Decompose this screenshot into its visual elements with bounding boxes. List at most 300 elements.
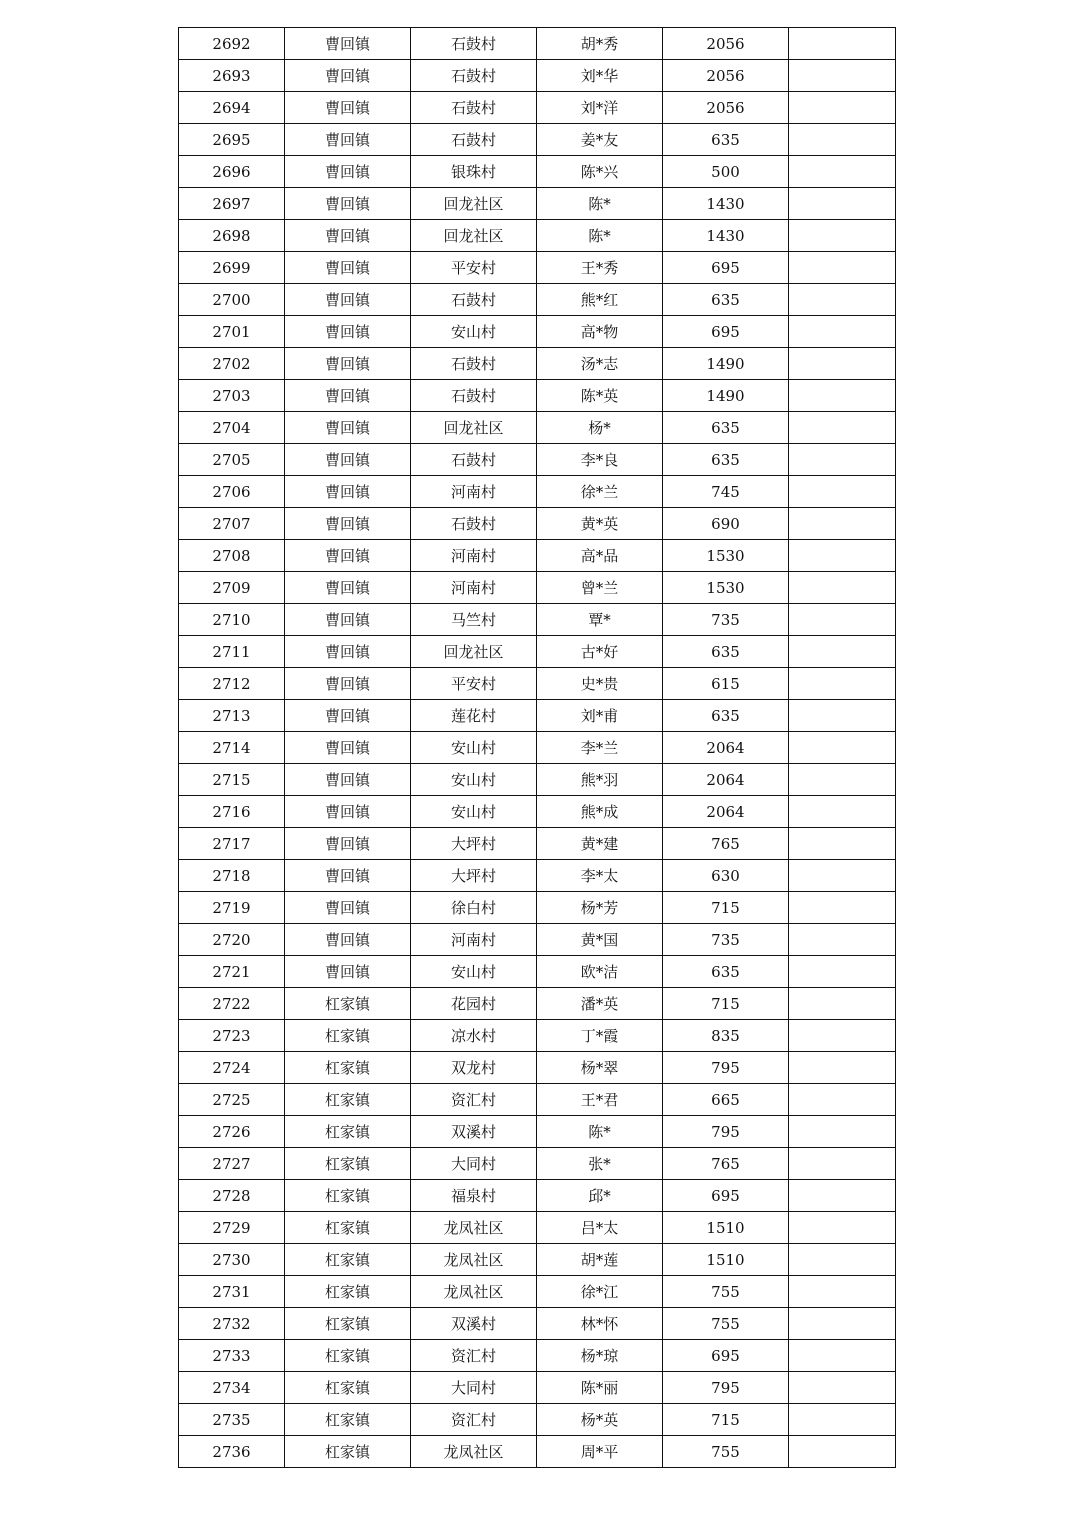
note-cell xyxy=(789,508,896,540)
table-row xyxy=(179,860,896,892)
village-cell: 石鼓村 xyxy=(411,60,537,92)
town-cell: 曹回镇 xyxy=(285,124,411,156)
person-name-cell: 丁*霞 xyxy=(537,1020,663,1052)
roster-table-body xyxy=(179,28,896,1468)
note-cell xyxy=(789,476,896,508)
row-number-cell: 2702 xyxy=(179,348,285,380)
person-name-cell: 刘*华 xyxy=(537,60,663,92)
amount-cell: 715 xyxy=(663,988,789,1020)
town-cell: 曹回镇 xyxy=(285,476,411,508)
village-cell: 福泉村 xyxy=(411,1180,537,1212)
village-cell: 安山村 xyxy=(411,316,537,348)
amount-cell: 795 xyxy=(663,1116,789,1148)
table-row xyxy=(179,732,896,764)
row-number-cell: 2703 xyxy=(179,380,285,412)
amount-cell: 635 xyxy=(663,124,789,156)
amount-cell: 765 xyxy=(663,1148,789,1180)
note-cell xyxy=(789,28,896,60)
town-cell: 曹回镇 xyxy=(285,188,411,220)
amount-cell: 2064 xyxy=(663,796,789,828)
note-cell xyxy=(789,1276,896,1308)
person-name-cell: 徐*江 xyxy=(537,1276,663,1308)
amount-cell: 2056 xyxy=(663,92,789,124)
village-cell: 资汇村 xyxy=(411,1404,537,1436)
town-cell: 曹回镇 xyxy=(285,732,411,764)
note-cell xyxy=(789,572,896,604)
table-row xyxy=(179,540,896,572)
table-row xyxy=(179,1180,896,1212)
row-number-cell: 2704 xyxy=(179,412,285,444)
amount-cell: 755 xyxy=(663,1276,789,1308)
note-cell xyxy=(789,764,896,796)
row-number-cell: 2705 xyxy=(179,444,285,476)
village-cell: 河南村 xyxy=(411,572,537,604)
note-cell xyxy=(789,1340,896,1372)
person-name-cell: 杨*英 xyxy=(537,1404,663,1436)
table-row xyxy=(179,956,896,988)
amount-cell: 635 xyxy=(663,956,789,988)
town-cell: 杠家镇 xyxy=(285,1116,411,1148)
document-page xyxy=(178,27,895,1468)
town-cell: 曹回镇 xyxy=(285,252,411,284)
row-number-cell: 2694 xyxy=(179,92,285,124)
town-cell: 杠家镇 xyxy=(285,1276,411,1308)
roster-table xyxy=(178,27,896,1468)
town-cell: 曹回镇 xyxy=(285,924,411,956)
village-cell: 龙凤社区 xyxy=(411,1212,537,1244)
village-cell: 大同村 xyxy=(411,1148,537,1180)
note-cell xyxy=(789,1404,896,1436)
row-number-cell: 2713 xyxy=(179,700,285,732)
town-cell: 曹回镇 xyxy=(285,636,411,668)
table-row xyxy=(179,1372,896,1404)
town-cell: 杠家镇 xyxy=(285,1212,411,1244)
village-cell: 回龙社区 xyxy=(411,188,537,220)
village-cell: 回龙社区 xyxy=(411,412,537,444)
person-name-cell: 陈* xyxy=(537,1116,663,1148)
table-row xyxy=(179,700,896,732)
person-name-cell: 高*品 xyxy=(537,540,663,572)
person-name-cell: 黄*英 xyxy=(537,508,663,540)
table-row xyxy=(179,508,896,540)
note-cell xyxy=(789,316,896,348)
note-cell xyxy=(789,348,896,380)
note-cell xyxy=(789,1148,896,1180)
town-cell: 曹回镇 xyxy=(285,796,411,828)
row-number-cell: 2721 xyxy=(179,956,285,988)
person-name-cell: 史*贵 xyxy=(537,668,663,700)
note-cell xyxy=(789,252,896,284)
amount-cell: 1510 xyxy=(663,1212,789,1244)
note-cell xyxy=(789,892,896,924)
note-cell xyxy=(789,156,896,188)
amount-cell: 2056 xyxy=(663,28,789,60)
amount-cell: 635 xyxy=(663,412,789,444)
person-name-cell: 李*良 xyxy=(537,444,663,476)
village-cell: 石鼓村 xyxy=(411,508,537,540)
village-cell: 石鼓村 xyxy=(411,444,537,476)
person-name-cell: 熊*羽 xyxy=(537,764,663,796)
note-cell xyxy=(789,828,896,860)
note-cell xyxy=(789,284,896,316)
note-cell xyxy=(789,540,896,572)
person-name-cell: 周*平 xyxy=(537,1436,663,1468)
person-name-cell: 熊*红 xyxy=(537,284,663,316)
amount-cell: 745 xyxy=(663,476,789,508)
village-cell: 回龙社区 xyxy=(411,636,537,668)
table-row xyxy=(179,1020,896,1052)
person-name-cell: 陈*丽 xyxy=(537,1372,663,1404)
person-name-cell: 曾*兰 xyxy=(537,572,663,604)
town-cell: 杠家镇 xyxy=(285,1340,411,1372)
village-cell: 徐白村 xyxy=(411,892,537,924)
person-name-cell: 李*太 xyxy=(537,860,663,892)
table-row xyxy=(179,892,896,924)
person-name-cell: 王*君 xyxy=(537,1084,663,1116)
note-cell xyxy=(789,732,896,764)
table-row xyxy=(179,1084,896,1116)
town-cell: 曹回镇 xyxy=(285,60,411,92)
row-number-cell: 2724 xyxy=(179,1052,285,1084)
note-cell xyxy=(789,1180,896,1212)
village-cell: 石鼓村 xyxy=(411,28,537,60)
person-name-cell: 潘*英 xyxy=(537,988,663,1020)
town-cell: 曹回镇 xyxy=(285,604,411,636)
table-row xyxy=(179,188,896,220)
town-cell: 杠家镇 xyxy=(285,1180,411,1212)
village-cell: 花园村 xyxy=(411,988,537,1020)
table-row xyxy=(179,1148,896,1180)
table-row xyxy=(179,1244,896,1276)
town-cell: 杠家镇 xyxy=(285,1436,411,1468)
amount-cell: 1510 xyxy=(663,1244,789,1276)
person-name-cell: 覃* xyxy=(537,604,663,636)
amount-cell: 2064 xyxy=(663,764,789,796)
row-number-cell: 2728 xyxy=(179,1180,285,1212)
row-number-cell: 2719 xyxy=(179,892,285,924)
note-cell xyxy=(789,924,896,956)
note-cell xyxy=(789,796,896,828)
note-cell xyxy=(789,636,896,668)
table-row xyxy=(179,1212,896,1244)
person-name-cell: 刘*洋 xyxy=(537,92,663,124)
row-number-cell: 2731 xyxy=(179,1276,285,1308)
person-name-cell: 吕*太 xyxy=(537,1212,663,1244)
person-name-cell: 李*兰 xyxy=(537,732,663,764)
table-row xyxy=(179,284,896,316)
amount-cell: 735 xyxy=(663,924,789,956)
town-cell: 杠家镇 xyxy=(285,988,411,1020)
row-number-cell: 2720 xyxy=(179,924,285,956)
amount-cell: 635 xyxy=(663,284,789,316)
note-cell xyxy=(789,92,896,124)
town-cell: 曹回镇 xyxy=(285,860,411,892)
amount-cell: 635 xyxy=(663,700,789,732)
note-cell xyxy=(789,1212,896,1244)
amount-cell: 1490 xyxy=(663,380,789,412)
table-row xyxy=(179,252,896,284)
town-cell: 曹回镇 xyxy=(285,220,411,252)
amount-cell: 635 xyxy=(663,636,789,668)
village-cell: 双溪村 xyxy=(411,1308,537,1340)
amount-cell: 615 xyxy=(663,668,789,700)
amount-cell: 695 xyxy=(663,316,789,348)
town-cell: 曹回镇 xyxy=(285,412,411,444)
table-row xyxy=(179,28,896,60)
row-number-cell: 2716 xyxy=(179,796,285,828)
amount-cell: 835 xyxy=(663,1020,789,1052)
table-row xyxy=(179,316,896,348)
row-number-cell: 2693 xyxy=(179,60,285,92)
note-cell xyxy=(789,220,896,252)
note-cell xyxy=(789,60,896,92)
amount-cell: 695 xyxy=(663,1340,789,1372)
village-cell: 龙凤社区 xyxy=(411,1436,537,1468)
town-cell: 曹回镇 xyxy=(285,284,411,316)
village-cell: 凉水村 xyxy=(411,1020,537,1052)
person-name-cell: 刘*甫 xyxy=(537,700,663,732)
person-name-cell: 杨*翠 xyxy=(537,1052,663,1084)
village-cell: 安山村 xyxy=(411,764,537,796)
village-cell: 平安村 xyxy=(411,668,537,700)
row-number-cell: 2727 xyxy=(179,1148,285,1180)
table-row xyxy=(179,764,896,796)
amount-cell: 715 xyxy=(663,892,789,924)
row-number-cell: 2733 xyxy=(179,1340,285,1372)
person-name-cell: 姜*友 xyxy=(537,124,663,156)
town-cell: 杠家镇 xyxy=(285,1404,411,1436)
amount-cell: 695 xyxy=(663,1180,789,1212)
town-cell: 曹回镇 xyxy=(285,316,411,348)
person-name-cell: 陈*英 xyxy=(537,380,663,412)
person-name-cell: 杨*芳 xyxy=(537,892,663,924)
note-cell xyxy=(789,1244,896,1276)
row-number-cell: 2735 xyxy=(179,1404,285,1436)
table-row xyxy=(179,1308,896,1340)
table-row xyxy=(179,1340,896,1372)
note-cell xyxy=(789,1308,896,1340)
village-cell: 龙凤社区 xyxy=(411,1244,537,1276)
village-cell: 石鼓村 xyxy=(411,124,537,156)
village-cell: 回龙社区 xyxy=(411,220,537,252)
town-cell: 杠家镇 xyxy=(285,1052,411,1084)
note-cell xyxy=(789,988,896,1020)
town-cell: 曹回镇 xyxy=(285,764,411,796)
table-row xyxy=(179,668,896,700)
village-cell: 双溪村 xyxy=(411,1116,537,1148)
row-number-cell: 2698 xyxy=(179,220,285,252)
person-name-cell: 张* xyxy=(537,1148,663,1180)
town-cell: 曹回镇 xyxy=(285,444,411,476)
row-number-cell: 2723 xyxy=(179,1020,285,1052)
town-cell: 杠家镇 xyxy=(285,1020,411,1052)
village-cell: 河南村 xyxy=(411,924,537,956)
village-cell: 石鼓村 xyxy=(411,92,537,124)
amount-cell: 755 xyxy=(663,1308,789,1340)
amount-cell: 1430 xyxy=(663,220,789,252)
person-name-cell: 王*秀 xyxy=(537,252,663,284)
town-cell: 曹回镇 xyxy=(285,956,411,988)
table-row xyxy=(179,156,896,188)
amount-cell: 795 xyxy=(663,1372,789,1404)
table-row xyxy=(179,572,896,604)
town-cell: 曹回镇 xyxy=(285,540,411,572)
table-row xyxy=(179,1436,896,1468)
amount-cell: 635 xyxy=(663,444,789,476)
row-number-cell: 2712 xyxy=(179,668,285,700)
person-name-cell: 陈*兴 xyxy=(537,156,663,188)
town-cell: 曹回镇 xyxy=(285,668,411,700)
note-cell xyxy=(789,124,896,156)
person-name-cell: 汤*志 xyxy=(537,348,663,380)
village-cell: 石鼓村 xyxy=(411,284,537,316)
row-number-cell: 2732 xyxy=(179,1308,285,1340)
village-cell: 资汇村 xyxy=(411,1084,537,1116)
town-cell: 曹回镇 xyxy=(285,92,411,124)
table-row xyxy=(179,348,896,380)
person-name-cell: 欧*洁 xyxy=(537,956,663,988)
table-row xyxy=(179,92,896,124)
town-cell: 曹回镇 xyxy=(285,156,411,188)
note-cell xyxy=(789,1436,896,1468)
row-number-cell: 2725 xyxy=(179,1084,285,1116)
table-row xyxy=(179,60,896,92)
amount-cell: 1530 xyxy=(663,540,789,572)
town-cell: 曹回镇 xyxy=(285,700,411,732)
village-cell: 安山村 xyxy=(411,956,537,988)
person-name-cell: 熊*成 xyxy=(537,796,663,828)
person-name-cell: 古*好 xyxy=(537,636,663,668)
town-cell: 曹回镇 xyxy=(285,892,411,924)
town-cell: 曹回镇 xyxy=(285,508,411,540)
row-number-cell: 2717 xyxy=(179,828,285,860)
table-row xyxy=(179,476,896,508)
amount-cell: 2064 xyxy=(663,732,789,764)
row-number-cell: 2734 xyxy=(179,1372,285,1404)
town-cell: 曹回镇 xyxy=(285,380,411,412)
person-name-cell: 胡*秀 xyxy=(537,28,663,60)
row-number-cell: 2729 xyxy=(179,1212,285,1244)
row-number-cell: 2696 xyxy=(179,156,285,188)
row-number-cell: 2726 xyxy=(179,1116,285,1148)
person-name-cell: 高*物 xyxy=(537,316,663,348)
village-cell: 银珠村 xyxy=(411,156,537,188)
row-number-cell: 2718 xyxy=(179,860,285,892)
amount-cell: 2056 xyxy=(663,60,789,92)
town-cell: 曹回镇 xyxy=(285,828,411,860)
person-name-cell: 胡*莲 xyxy=(537,1244,663,1276)
table-row xyxy=(179,1052,896,1084)
village-cell: 安山村 xyxy=(411,732,537,764)
table-row xyxy=(179,444,896,476)
row-number-cell: 2715 xyxy=(179,764,285,796)
row-number-cell: 2709 xyxy=(179,572,285,604)
town-cell: 曹回镇 xyxy=(285,28,411,60)
village-cell: 马竺村 xyxy=(411,604,537,636)
table-row xyxy=(179,1404,896,1436)
table-row xyxy=(179,796,896,828)
row-number-cell: 2736 xyxy=(179,1436,285,1468)
note-cell xyxy=(789,1116,896,1148)
note-cell xyxy=(789,444,896,476)
town-cell: 杠家镇 xyxy=(285,1148,411,1180)
row-number-cell: 2710 xyxy=(179,604,285,636)
person-name-cell: 黄*国 xyxy=(537,924,663,956)
table-row xyxy=(179,988,896,1020)
amount-cell: 755 xyxy=(663,1436,789,1468)
row-number-cell: 2695 xyxy=(179,124,285,156)
town-cell: 杠家镇 xyxy=(285,1308,411,1340)
town-cell: 曹回镇 xyxy=(285,572,411,604)
row-number-cell: 2714 xyxy=(179,732,285,764)
table-row xyxy=(179,924,896,956)
person-name-cell: 邱* xyxy=(537,1180,663,1212)
person-name-cell: 陈* xyxy=(537,188,663,220)
row-number-cell: 2730 xyxy=(179,1244,285,1276)
village-cell: 平安村 xyxy=(411,252,537,284)
row-number-cell: 2706 xyxy=(179,476,285,508)
note-cell xyxy=(789,1020,896,1052)
village-cell: 河南村 xyxy=(411,476,537,508)
note-cell xyxy=(789,1372,896,1404)
town-cell: 曹回镇 xyxy=(285,348,411,380)
town-cell: 杠家镇 xyxy=(285,1244,411,1276)
note-cell xyxy=(789,956,896,988)
amount-cell: 500 xyxy=(663,156,789,188)
amount-cell: 690 xyxy=(663,508,789,540)
amount-cell: 695 xyxy=(663,252,789,284)
note-cell xyxy=(789,1084,896,1116)
amount-cell: 630 xyxy=(663,860,789,892)
village-cell: 大同村 xyxy=(411,1372,537,1404)
village-cell: 河南村 xyxy=(411,540,537,572)
row-number-cell: 2708 xyxy=(179,540,285,572)
row-number-cell: 2700 xyxy=(179,284,285,316)
row-number-cell: 2722 xyxy=(179,988,285,1020)
table-row xyxy=(179,412,896,444)
note-cell xyxy=(789,700,896,732)
person-name-cell: 杨* xyxy=(537,412,663,444)
amount-cell: 1430 xyxy=(663,188,789,220)
village-cell: 石鼓村 xyxy=(411,380,537,412)
amount-cell: 795 xyxy=(663,1052,789,1084)
table-row xyxy=(179,604,896,636)
note-cell xyxy=(789,668,896,700)
village-cell: 大坪村 xyxy=(411,860,537,892)
amount-cell: 665 xyxy=(663,1084,789,1116)
amount-cell: 765 xyxy=(663,828,789,860)
person-name-cell: 林*怀 xyxy=(537,1308,663,1340)
row-number-cell: 2701 xyxy=(179,316,285,348)
village-cell: 资汇村 xyxy=(411,1340,537,1372)
person-name-cell: 杨*琼 xyxy=(537,1340,663,1372)
row-number-cell: 2697 xyxy=(179,188,285,220)
row-number-cell: 2692 xyxy=(179,28,285,60)
row-number-cell: 2711 xyxy=(179,636,285,668)
note-cell xyxy=(789,604,896,636)
note-cell xyxy=(789,188,896,220)
village-cell: 莲花村 xyxy=(411,700,537,732)
note-cell xyxy=(789,860,896,892)
person-name-cell: 陈* xyxy=(537,220,663,252)
table-row xyxy=(179,636,896,668)
amount-cell: 1490 xyxy=(663,348,789,380)
person-name-cell: 徐*兰 xyxy=(537,476,663,508)
table-row xyxy=(179,828,896,860)
village-cell: 大坪村 xyxy=(411,828,537,860)
row-number-cell: 2707 xyxy=(179,508,285,540)
note-cell xyxy=(789,412,896,444)
